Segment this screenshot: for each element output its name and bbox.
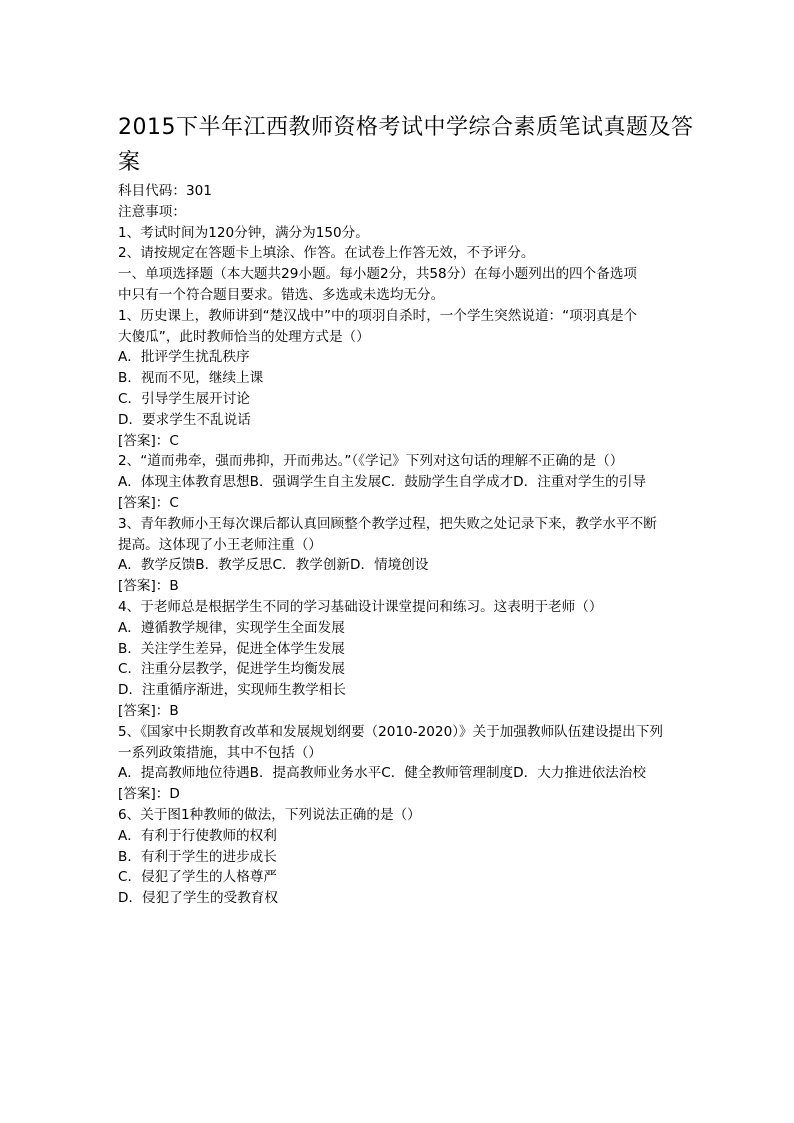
document-text-line: [答案]：C <box>118 494 179 511</box>
document-text-line: [答案]：B <box>118 702 179 719</box>
document-text-line: 1、历史课上，教师讲到“楚汉战中”中的项羽自杀时，一个学生突然说道：“项羽真是个 <box>118 307 638 324</box>
document-text-line: C．侵犯了学生的人格尊严 <box>118 869 278 886</box>
document-text-line: C．注重分层教学，促进学生均衡发展 <box>118 661 345 678</box>
document-text-line: 3、青年教师小王每次课后都认真回顾整个教学过程，把失败之处记录下来，教学水平不断 <box>118 515 657 532</box>
document-text-line: 大傻瓜”，此时教师恰当的处理方式是（） <box>118 328 370 345</box>
document-text-line: 1、考试时间为120分钟，满分为150分。 <box>118 224 369 241</box>
document-text-line: A．批评学生扰乱秩序 <box>118 349 250 366</box>
document-text-line: A．教学反馈B．教学反思C．教学创新D．情境创设 <box>118 557 429 574</box>
document-text-line: A．有利于行使教师的权利 <box>118 827 277 844</box>
document-text-line: A．遵循教学规律，实现学生全面发展 <box>118 619 345 636</box>
document-text-line: C．引导学生展开讨论 <box>118 390 250 407</box>
document-text-line: 提高。这体现了小王老师注重（） <box>118 536 322 553</box>
document-body <box>118 181 718 909</box>
document-text-line: 5、《国家中长期教育改革和发展规划纲要（2010-2020）》关于加强教师队伍建设提出下列 <box>118 723 663 740</box>
document-text-line: 一、单项选择题（本大题共29小题。每小题2分，共58分）在每小题列出的四个备选项 <box>118 266 638 283</box>
document-text-line: A．提高教师地位待遇B．提高教师业务水平C．健全教师管理制度D．大力推进依法治校 <box>118 765 646 782</box>
document-text-line: B．关注学生差异，促进全体学生发展 <box>118 640 345 657</box>
document-text-line: 注意事项： <box>118 203 186 220</box>
document-text-line: [答案]：C <box>118 432 179 449</box>
document-text-line: B．视而不见，继续上课 <box>118 370 264 387</box>
document-text-line: 一系列政策措施，其中不包括（） <box>118 744 322 761</box>
document-text-line: D．注重循序渐进，实现师生教学相长 <box>118 682 346 699</box>
document-text-line: A．体现主体教育思想B．强调学生自主发展C．鼓励学生自学成才D．注重对学生的引导 <box>118 474 646 491</box>
document-text-line: 科目代码：301 <box>118 183 212 199</box>
document-title-line-2: 案 <box>118 150 141 175</box>
document-text-line: D．要求学生不乱说话 <box>118 411 251 428</box>
document-text-line: 中只有一个符合题目要求。错选、多选或未选均无分。 <box>118 286 445 303</box>
document-text-line: 2、请按规定在答题卡上填涂、作答。在试卷上作答无效，不予评分。 <box>118 245 535 262</box>
document-text-line: 2、“道而弗牵，强而弗抑，开而弗达。”（《学记》下列对这句话的理解不正确的是（） <box>118 453 624 470</box>
document-text-line: 4、于老师总是根据学生不同的学习基础设计课堂提问和练习。这表明于老师（） <box>118 598 603 615</box>
document-text-line: D．侵犯了学生的受教育权 <box>118 890 278 907</box>
document-title-line-1: 2015下半年江西教师资格考试中学综合素质笔试真题及答 <box>118 115 694 140</box>
document-text-line: [答案]：B <box>118 578 179 595</box>
document-text-line: 6、关于图1种教师的做法，下列说法正确的是（） <box>118 806 421 823</box>
document-text-line: B．有利于学生的进步成长 <box>118 848 277 865</box>
document-text-line: [答案]：D <box>118 786 180 803</box>
